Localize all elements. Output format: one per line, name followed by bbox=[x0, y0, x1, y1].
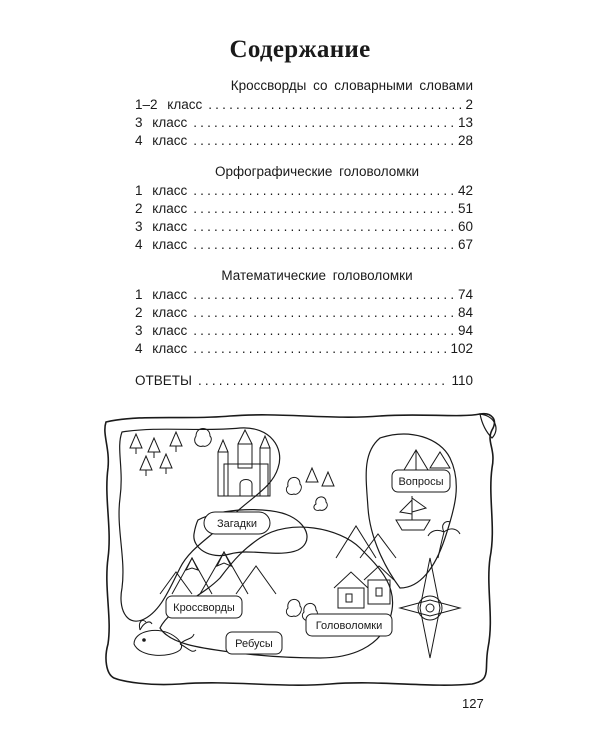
toc-entry[interactable] bbox=[135, 132, 473, 150]
toc-entry[interactable] bbox=[135, 340, 473, 358]
entry-page-number: 42 bbox=[457, 183, 473, 198]
entry-page-number: 67 bbox=[457, 237, 473, 252]
entry-page-number: 2 bbox=[465, 97, 473, 112]
map-label-crosswords: Кроссворды bbox=[173, 602, 235, 614]
entry-page-number: 13 bbox=[457, 115, 473, 130]
toc-entry[interactable] bbox=[135, 200, 473, 218]
dot-leader bbox=[193, 340, 448, 358]
castle-drawing bbox=[218, 430, 270, 496]
entry-label: 2 класс bbox=[135, 305, 188, 320]
entry-page-number: 74 bbox=[457, 287, 473, 302]
entry-page-number: 102 bbox=[450, 341, 473, 356]
entry-label: 1 класс bbox=[135, 287, 188, 302]
entry-label: 1 класс bbox=[135, 183, 188, 198]
section-heading: Кроссворды со словарными словами bbox=[230, 78, 473, 93]
entry-page-number: 60 bbox=[457, 219, 473, 234]
dot-leader bbox=[193, 132, 456, 150]
entry-label: 4 класс bbox=[135, 237, 188, 252]
dot-leader bbox=[193, 322, 456, 340]
toc-entry[interactable] bbox=[135, 322, 473, 340]
treasure-map-illustration bbox=[100, 408, 500, 690]
entry-label: 2 класс bbox=[135, 201, 188, 216]
entry-page-number: 110 bbox=[451, 373, 473, 388]
toc-entry[interactable] bbox=[135, 286, 473, 304]
page-number: 127 bbox=[462, 696, 484, 711]
dot-leader bbox=[193, 114, 456, 132]
entry-page-number: 28 bbox=[457, 133, 473, 148]
entry-label: 1–2 класс bbox=[135, 97, 203, 112]
trees-center bbox=[286, 468, 334, 510]
tents-drawing bbox=[404, 450, 450, 470]
whale-drawing bbox=[134, 620, 196, 655]
entry-label: 3 класс bbox=[135, 323, 188, 338]
entry-label: 4 класс bbox=[135, 341, 188, 356]
map-label-riddles: Загадки bbox=[216, 518, 258, 530]
toc-entry[interactable] bbox=[135, 304, 473, 322]
section-heading: Математические головоломки bbox=[221, 268, 413, 283]
entry-page-number: 94 bbox=[457, 323, 473, 338]
forest-drawing bbox=[130, 429, 211, 477]
dot-leader bbox=[193, 200, 456, 218]
section-heading: Орфографические головоломки bbox=[214, 164, 420, 179]
entry-page-number: 51 bbox=[457, 201, 473, 216]
toc-entry-answers[interactable] bbox=[135, 372, 473, 390]
dot-leader bbox=[193, 182, 456, 200]
dot-leader bbox=[193, 286, 456, 304]
village-drawing bbox=[334, 566, 394, 608]
map-label-questions: Вопросы bbox=[398, 476, 444, 488]
toc-entry[interactable] bbox=[135, 114, 473, 132]
compass-rose-drawing bbox=[400, 558, 460, 658]
entry-label: ОТВЕТЫ bbox=[135, 373, 192, 388]
map-label-rebuses: Ребусы bbox=[235, 638, 273, 650]
toc-entry[interactable] bbox=[135, 96, 473, 114]
page-title: Содержание bbox=[229, 36, 371, 63]
ship-drawing bbox=[396, 496, 430, 530]
toc-entry[interactable] bbox=[135, 218, 473, 236]
dot-leader bbox=[193, 236, 456, 254]
dot-leader bbox=[193, 218, 456, 236]
dot-leader bbox=[193, 304, 456, 322]
table-of-contents bbox=[135, 76, 473, 390]
entry-label: 3 класс bbox=[135, 115, 188, 130]
entry-label: 4 класс bbox=[135, 133, 188, 148]
toc-entry[interactable] bbox=[135, 236, 473, 254]
toc-entry[interactable] bbox=[135, 182, 473, 200]
mountains-right bbox=[336, 526, 396, 558]
entry-page-number: 84 bbox=[457, 305, 473, 320]
entry-label: 3 класс bbox=[135, 219, 188, 234]
dot-leader bbox=[198, 372, 450, 390]
map-label-puzzles: Головоломки bbox=[315, 620, 383, 632]
dot-leader bbox=[208, 96, 463, 114]
